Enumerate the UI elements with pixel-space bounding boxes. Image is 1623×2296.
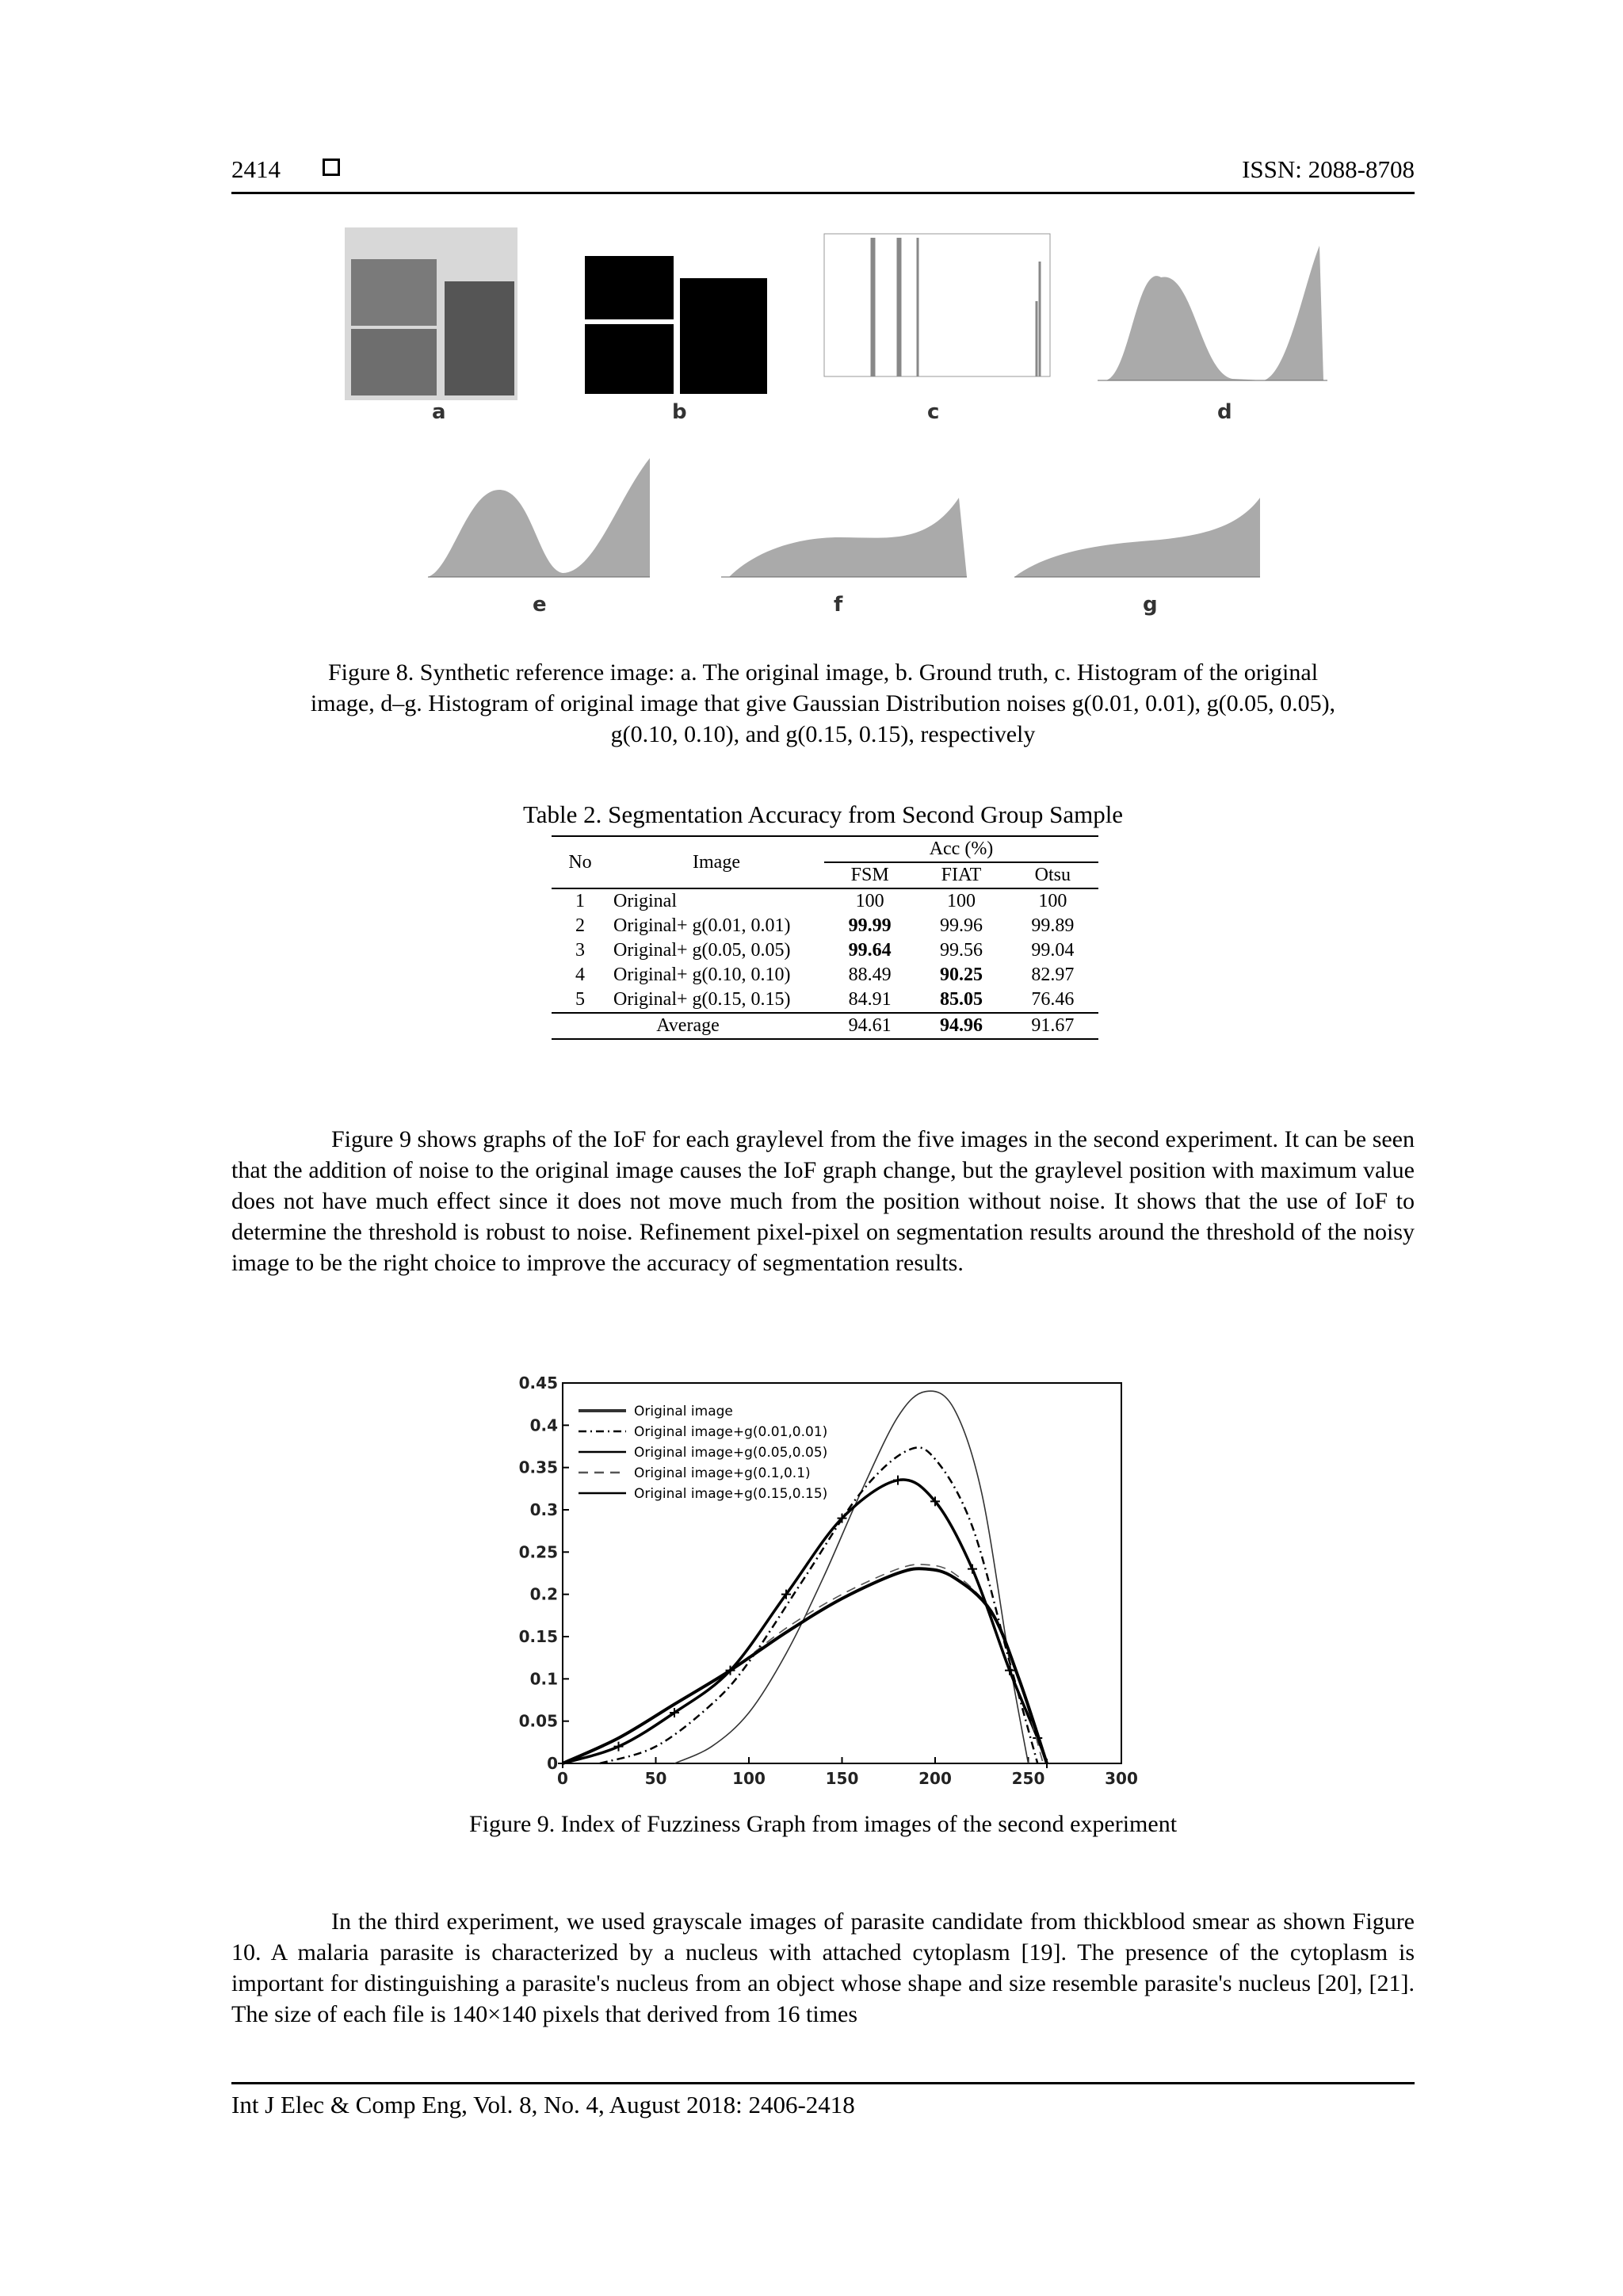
figure8-label-d: d	[1217, 400, 1232, 424]
y-tick-label: 0.1	[529, 1669, 558, 1689]
table2-cell-fsm: 84.91	[848, 989, 892, 1010]
legend-label-2: Original image+g(0.01,0.01)	[634, 1424, 828, 1440]
figure8-caption-line-3: g(0.10, 0.10), and g(0.15, 0.15), respectively	[610, 721, 1036, 747]
journal-issn: ISSN: 2088-8708	[1242, 155, 1415, 183]
y-tick-label: 0.2	[529, 1584, 558, 1604]
paragraph-text: Figure 9 shows graphs of the IoF for each graylevel from the five images in the second experiment. It can be seen that the addition of noise to the original image causes the IoF graph change, but the graylevel position with maximum value does not have much effect since it does not move much from the position without noise. It shows that the use of IoF to determine the threshold is robust to noise. Refinement pixel-pixel on segmentation results around the threshold of the noisy image to be the right choice to improve the accuracy of segmentation results.	[231, 1126, 1415, 1276]
table2-cell-otsu: 99.89	[1031, 915, 1075, 936]
table2-header-no: No	[568, 851, 592, 873]
footer-divider	[231, 2082, 1415, 2084]
table2-cell-fiat: 99.96	[939, 915, 983, 936]
x-tick-label: 100	[732, 1769, 766, 1788]
table2-cell-fiat: 100	[946, 891, 976, 911]
table2-cell-image: Original+ g(0.15, 0.15)	[613, 989, 791, 1010]
figure8-panel-a-original-image	[345, 227, 517, 400]
figure8-label-c: c	[927, 400, 940, 424]
table2-cell-fiat: 94.96	[939, 1015, 983, 1036]
table2-cell-fiat: 90.25	[939, 965, 983, 985]
table2-cell-average-label: Average	[656, 1015, 720, 1036]
table2-cell-no: 1	[575, 891, 585, 911]
legend-label-5: Original image+g(0.15,0.15)	[634, 1486, 828, 1502]
figure9-caption: Figure 9. Index of Fuzziness Graph from images of the second experiment	[468, 1811, 1178, 1837]
y-tick-label: 0.15	[519, 1627, 558, 1646]
x-tick-label: 300	[1105, 1769, 1138, 1788]
table2-cell-fsm: 94.61	[848, 1015, 892, 1036]
table2-cell-otsu: 76.46	[1031, 989, 1075, 1010]
table2-cell-fsm: 99.64	[848, 940, 892, 961]
chart-plot-area	[563, 1383, 1121, 1763]
y-tick-label: 0.25	[519, 1542, 558, 1562]
y-tick-label: 0.05	[519, 1711, 558, 1731]
y-axis-ticks	[519, 1375, 569, 1773]
table-row	[552, 938, 1098, 963]
figure8-panel-f-histogram	[705, 434, 975, 585]
table2-cell-fsm: 99.99	[848, 915, 892, 936]
x-tick-label: 0	[557, 1769, 568, 1788]
x-tick-label: 250	[1011, 1769, 1045, 1788]
figure8-label-b: b	[672, 400, 687, 424]
table2-header-image: Image	[693, 851, 740, 873]
legend-label-3: Original image+g(0.05,0.05)	[634, 1445, 828, 1461]
page-number: 2414	[231, 155, 281, 183]
table2-cell-fsm: 100	[855, 891, 884, 911]
table2-cell-otsu: 91.67	[1031, 1015, 1075, 1036]
figure8-label-g: g	[1143, 593, 1158, 617]
figure8-label-a: a	[432, 400, 446, 424]
paragraph-text: In the third experiment, we used grayscale images of parasite candidate from thickblood smear as shown Figure 10. A malaria parasite is characterized by a nucleus with attached cytoplasm [19]. The presence of the cytoplasm is important for distinguishing a parasite's nucleus from an object whose shape and size resemble parasite's nucleus [20], [21]. The size of each file is 140×140 pixels that derived from 16 times	[231, 1908, 1415, 2027]
figure8-label-e: e	[533, 593, 547, 617]
y-tick-label: 0.3	[529, 1500, 558, 1519]
figure-9-chart	[519, 1375, 1145, 1803]
figure8-caption-line-1: Figure 8. Synthetic reference image: a. The original image, b. Ground truth, c. Histogram of the original	[327, 659, 1319, 686]
x-tick-label: 150	[825, 1769, 859, 1788]
figure8-caption	[231, 657, 1415, 750]
body-paragraph-1	[231, 1124, 1415, 1278]
table2-cell-no: 2	[575, 915, 585, 936]
table2-cell-fsm: 88.49	[848, 965, 892, 985]
table2-header-fiat: FIAT	[941, 865, 982, 885]
table2-cell-fiat: 99.56	[939, 940, 983, 961]
body-paragraph-2	[231, 1906, 1415, 2030]
x-tick-label: 200	[918, 1769, 952, 1788]
figure8-panel-g-histogram	[999, 434, 1268, 585]
figure8-label-f: f	[834, 593, 843, 617]
figure8-panel-e-histogram	[372, 434, 658, 585]
table2-cell-no: 4	[575, 965, 585, 985]
table-row	[552, 963, 1098, 988]
table-row	[552, 988, 1098, 1013]
table-row	[552, 914, 1098, 938]
table2-cell-otsu: 82.97	[1031, 965, 1075, 985]
table2-cell-no: 5	[575, 989, 585, 1010]
table2-cell-image: Original+ g(0.10, 0.10)	[613, 965, 791, 985]
footer-citation: Int J Elec & Comp Eng, Vol. 8, No. 4, August 2018: 2406-2418	[231, 2091, 855, 2118]
y-tick-label: 0.4	[529, 1415, 558, 1435]
table2-cell-image: Original+ g(0.01, 0.01)	[613, 915, 791, 936]
square-bullet-icon	[323, 159, 340, 176]
table2-header-acc: Acc (%)	[824, 836, 1098, 862]
y-tick-label: 0.45	[519, 1375, 558, 1392]
table2-cell-image: Original+ g(0.05, 0.05)	[613, 940, 791, 961]
table2-title: Table 2. Segmentation Accuracy from Second Group Sample	[522, 800, 1124, 828]
figure8-caption-line-2: image, d–g. Histogram of original image that give Gaussian Distribution noises g(0.01, 0.01), g(0.05, 0.05),	[310, 690, 1336, 716]
legend-label-1: Original image	[634, 1404, 733, 1419]
table-row	[552, 888, 1098, 914]
table2-cell-no: 3	[575, 940, 585, 961]
x-tick-label: 50	[644, 1769, 667, 1788]
table2-cell-otsu: 99.04	[1031, 940, 1075, 961]
table2-header-otsu: Otsu	[1034, 865, 1071, 885]
table2-cell-image: Original	[613, 891, 677, 911]
figure8-panel-b-ground-truth	[585, 256, 769, 397]
table-row-average	[552, 1013, 1098, 1039]
table2-cell-fiat: 85.05	[939, 989, 983, 1010]
table2-cell-otsu: 100	[1038, 891, 1067, 911]
table2	[552, 835, 1098, 1040]
y-tick-label: 0.35	[519, 1457, 558, 1477]
figure8-panel-d-histogram	[1074, 238, 1343, 388]
y-tick-label: 0	[547, 1754, 558, 1773]
table2-header-fsm: FSM	[850, 865, 889, 885]
legend-label-4: Original image+g(0.1,0.1)	[634, 1465, 811, 1481]
figure8-panel-c-histogram	[800, 230, 1054, 388]
header-divider	[231, 192, 1415, 194]
